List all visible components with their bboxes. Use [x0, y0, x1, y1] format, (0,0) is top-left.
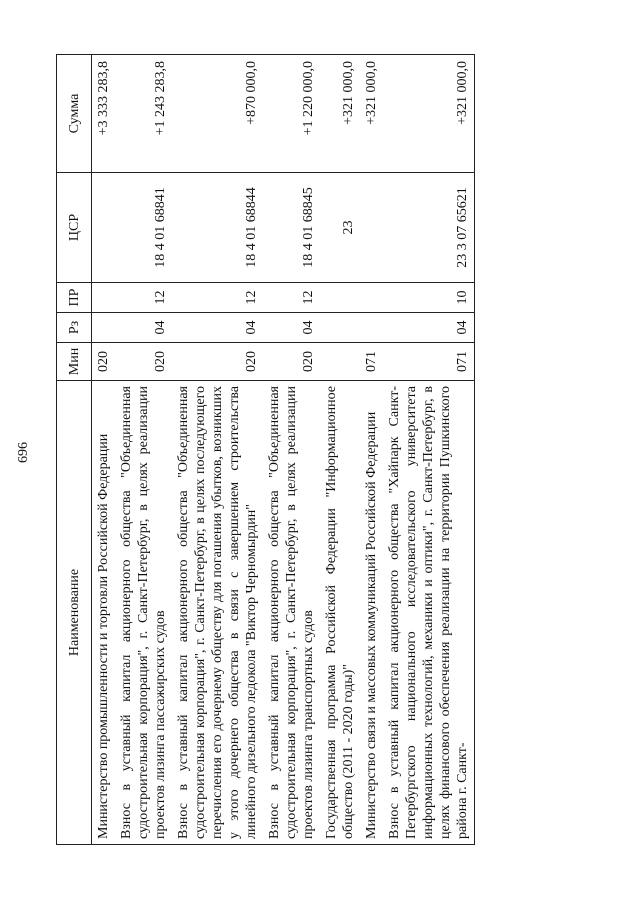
- row-pr: [92, 283, 116, 313]
- header-sum: Сумма: [57, 55, 92, 173]
- header-min: Мин: [57, 343, 92, 381]
- row-min: 020: [172, 343, 263, 381]
- table-row: [383, 55, 475, 845]
- row-rz: 04: [263, 313, 320, 343]
- row-name: Взнос в уставный капитал акционерного общества "Объединенная судостроительная корпорация", г. Санкт-Петербург, в целях последующего перечисления его дочернему обществу для погашения убытков, возникших у этого дочернего общества в связи с завершением строительства линейного дизельного ледокола "Виктор Черномырдин": [172, 381, 263, 845]
- row-csr: [360, 173, 383, 283]
- table-row: [320, 55, 360, 845]
- table-row: [360, 55, 383, 845]
- row-rz: [320, 313, 360, 343]
- row-name: Министерство связи и массовых коммуникаций Российской Федерации: [360, 381, 383, 845]
- row-rz: [360, 313, 383, 343]
- table-row: [92, 55, 116, 845]
- header-rz: Рз: [57, 313, 92, 343]
- row-min: 071: [383, 343, 475, 381]
- table-header: [57, 55, 92, 845]
- row-rz: 04: [115, 313, 172, 343]
- page-number: 696: [16, 442, 31, 463]
- table-row: [115, 55, 172, 845]
- row-min: 020: [115, 343, 172, 381]
- header-csr: ЦСР: [57, 173, 92, 283]
- row-min: 071: [360, 343, 383, 381]
- row-rz: [92, 313, 116, 343]
- row-name: Министерство промышленности и торговли Российской Федерации: [92, 381, 116, 845]
- row-name: Взнос в уставный капитал акционерного общества "Объединенная судостроительная корпорация", г. Санкт-Петербург, в целях реализации проектов лизинга транспортных судов: [263, 381, 320, 845]
- row-rz: 04: [172, 313, 263, 343]
- row-sum: +321 000,0: [360, 55, 383, 173]
- row-pr: 10: [383, 283, 475, 313]
- row-name: Взнос в уставный капитал акционерного общества "Объединенная судостроительная корпорация", г. Санкт-Петербург, в целях реализации проектов лизинга пассажирских судов: [115, 381, 172, 845]
- row-csr: 23: [320, 173, 360, 283]
- row-csr: 18 4 01 68844: [172, 173, 263, 283]
- table-row: [172, 55, 263, 845]
- row-rz: 04: [383, 313, 475, 343]
- budget-table: [56, 54, 475, 845]
- row-pr: [320, 283, 360, 313]
- row-name: Взнос в уставный капитал акционерного общества "Хайпарк Санкт-Петербургского национального исследовательского университета информационных технологий, механики и оптики", г. Санкт-Петербург, в целях финансового обеспечения реализации на территории Пушкинского района г. Санкт-: [383, 381, 475, 845]
- row-name: Государственная программа Российской Федерации "Информационное общество (2011 - 2020 годы)": [320, 381, 360, 845]
- row-pr: [360, 283, 383, 313]
- row-sum: +1 243 283,8: [115, 55, 172, 173]
- row-pr: 12: [115, 283, 172, 313]
- row-sum: +1 220 000,0: [263, 55, 320, 173]
- row-csr: 18 4 01 68845: [263, 173, 320, 283]
- row-csr: 23 3 07 65621: [383, 173, 475, 283]
- header-name: Наименование: [57, 381, 92, 845]
- row-min: 020: [92, 343, 116, 381]
- row-sum: +870 000,0: [172, 55, 263, 173]
- row-csr: 18 4 01 68841: [115, 173, 172, 283]
- table-row: [263, 55, 320, 845]
- row-min: [320, 343, 360, 381]
- row-min: 020: [263, 343, 320, 381]
- row-csr: [92, 173, 116, 283]
- row-pr: 12: [263, 283, 320, 313]
- row-sum: +321 000,0: [383, 55, 475, 173]
- row-pr: 12: [172, 283, 263, 313]
- row-sum: +3 333 283,8: [92, 55, 116, 173]
- row-sum: +321 000,0: [320, 55, 360, 173]
- header-pr: ПР: [57, 283, 92, 313]
